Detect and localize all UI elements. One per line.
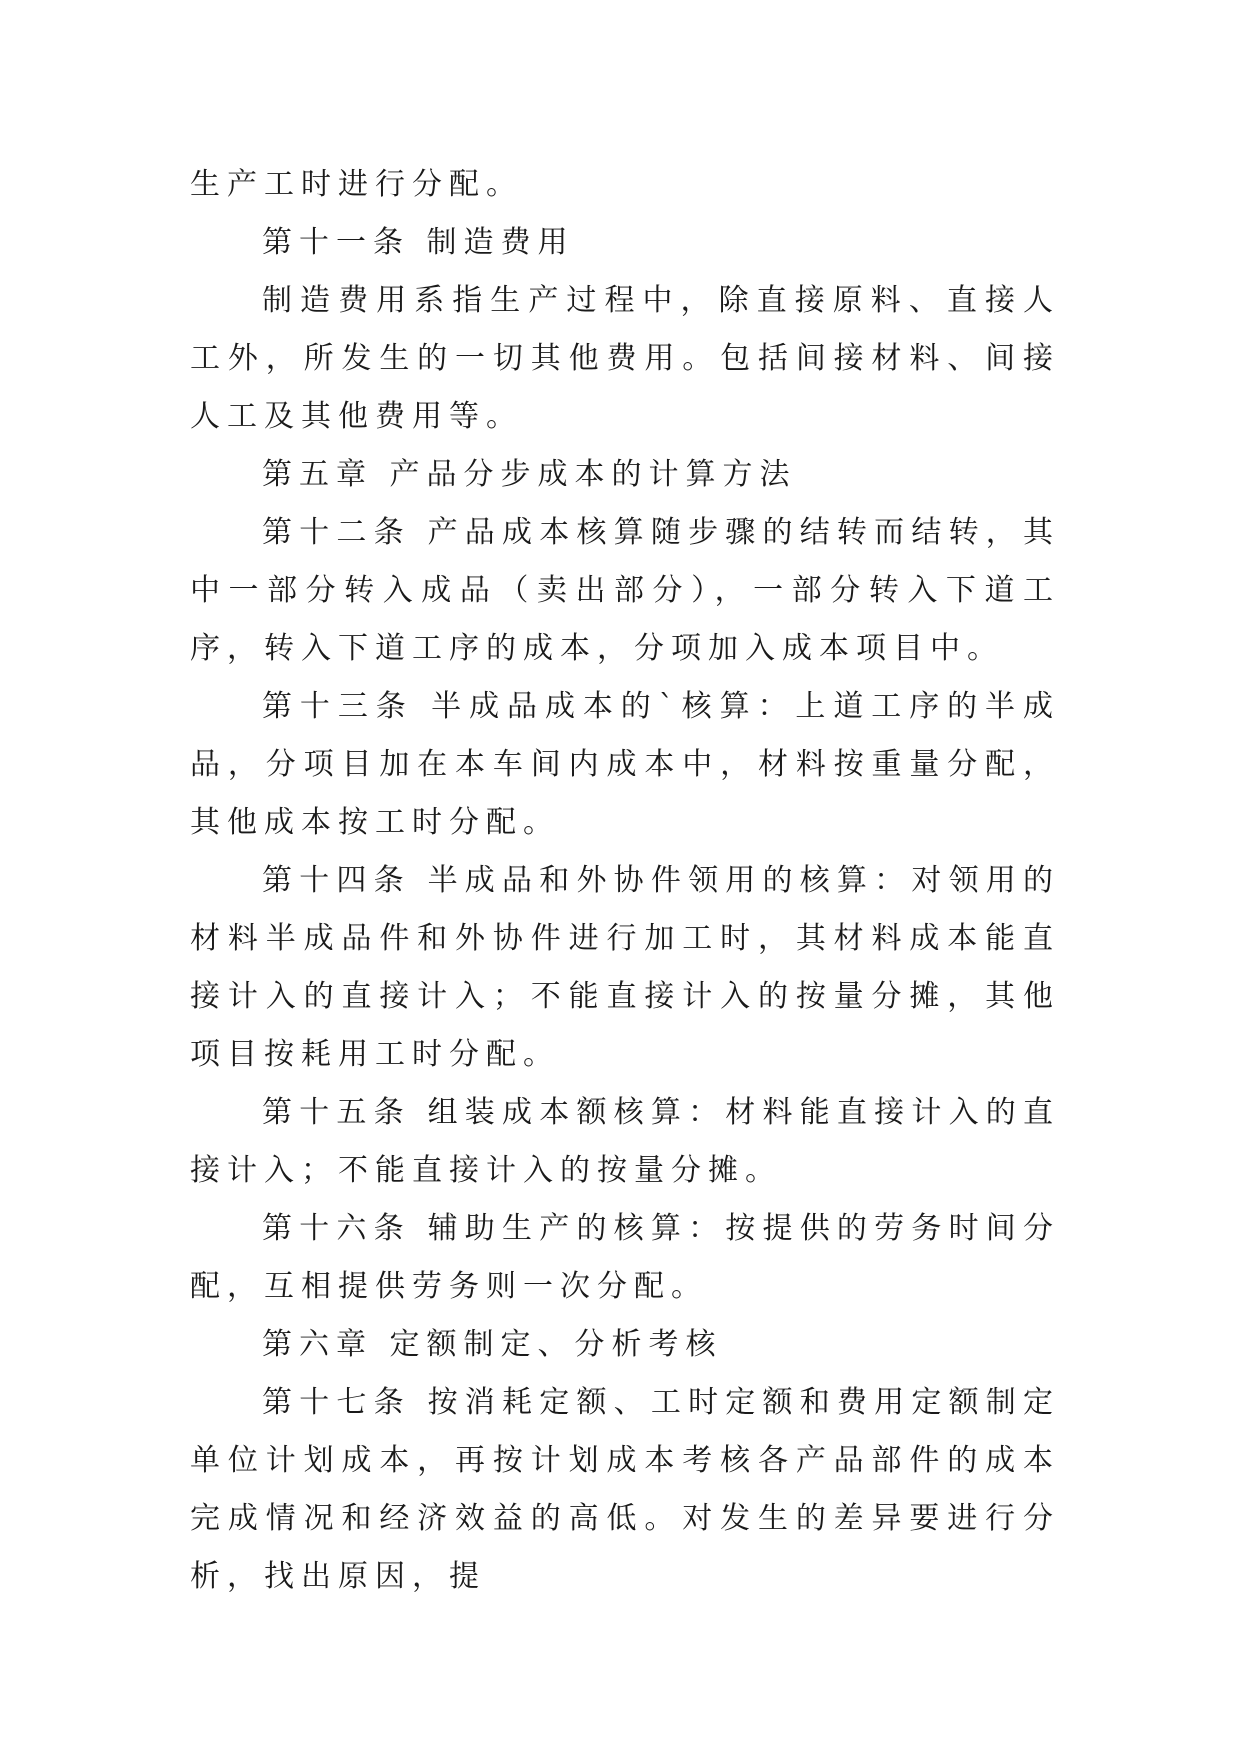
article-17-paragraph: 第十七条 按消耗定额、工时定额和费用定额制定单位计划成本，再按计划成本考核各产品部件的成本完成情况和经济效益的高低。对发生的差异要进行分析，找出原因，提 <box>190 1385 1060 1594</box>
document-body <box>190 156 1060 1606</box>
article-15-paragraph: 第十五条 组装成本额核算：材料能直接计入的直接计入；不能直接计入的按量分摊。 <box>190 1095 1060 1188</box>
article-13-paragraph: 第十三条 半成品成本的`核算：上道工序的半成品，分项目加在本车间内成本中，材料按重量分配，其他成本按工时分配。 <box>190 689 1060 840</box>
paragraph-continuation: 生产工时进行分配。 <box>190 167 523 202</box>
article-11-heading: 第十一条 制造费用 <box>262 225 575 260</box>
chapter-5-heading: 第五章 产品分步成本的计算方法 <box>262 457 797 492</box>
paragraph-manufacturing-costs: 制造费用系指生产过程中，除直接原料、直接人工外，所发生的一切其他费用。包括间接材料、间接人工及其他费用等。 <box>190 283 1060 434</box>
chapter-6-heading: 第六章 定额制定、分析考核 <box>262 1327 723 1362</box>
article-16-paragraph: 第十六条 辅助生产的核算：按提供的劳务时间分配，互相提供劳务则一次分配。 <box>190 1211 1060 1304</box>
article-12-paragraph: 第十二条 产品成本核算随步骤的结转而结转，其中一部分转入成品（卖出部分），一部分转入下道工序，转入下道工序的成本，分项加入成本项目中。 <box>190 515 1060 666</box>
article-14-paragraph: 第十四条 半成品和外协件领用的核算：对领用的材料半成品件和外协件进行加工时，其材料成本能直接计入的直接计入；不能直接计入的按量分摊，其他项目按耗用工时分配。 <box>190 863 1060 1072</box>
